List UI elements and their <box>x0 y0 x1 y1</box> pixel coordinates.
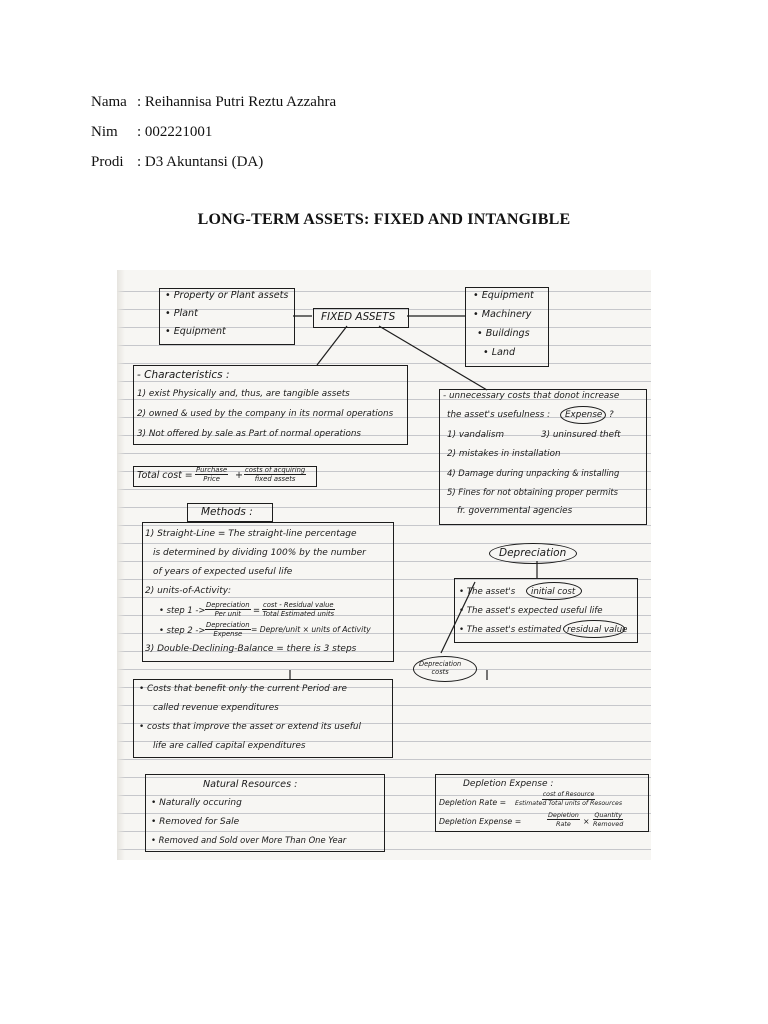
depletion-exp-f2-bottom: Removed <box>593 820 624 828</box>
depreciation-item: • The asset's <box>459 587 516 597</box>
depletion-exp-f2-top: Quantity <box>594 811 622 819</box>
step1-value-fraction <box>262 601 335 618</box>
unnecessary-item: 2) mistakes in installation <box>447 449 561 459</box>
expenditure-line: • costs that improve the asset or extend its useful <box>139 722 361 732</box>
depreciation-item: • The asset's estimated <box>459 625 562 635</box>
expenditure-line: • Costs that benefit only the current Period are <box>139 684 347 694</box>
step2-rest: = Depre/unit × units of Activity <box>251 625 371 634</box>
type-item: • Plant <box>165 308 198 319</box>
step1-equals: = <box>253 605 261 615</box>
depletion-expense-fraction-1 <box>547 811 580 828</box>
natural-item: • Removed and Sold over More Than One Year <box>151 835 347 845</box>
methods-title: Methods : <box>201 506 253 518</box>
price-text: Price <box>203 475 220 483</box>
unnecessary-line: the asset's usefulness : <box>447 410 551 420</box>
natural-resources-title: Natural Resources : <box>203 779 298 790</box>
depreciation-item: • The asset's expected useful life <box>459 606 603 616</box>
depletion-title: Depletion Expense : <box>463 779 554 789</box>
depreciation-costs-top: Depreciation <box>419 660 462 668</box>
unnecessary-item: 1) vandalism <box>447 430 505 440</box>
step1-fraction <box>205 601 251 618</box>
times-sign: × <box>583 817 590 826</box>
depletion-rate-top: cost of Resource <box>542 791 595 798</box>
depreciation-costs-label <box>419 660 461 676</box>
method-line: 1) Straight-Line = The straight-line percentage <box>145 529 357 539</box>
total-cost-fraction <box>195 466 228 483</box>
handwritten-notes-image <box>117 270 651 860</box>
natural-item: • Naturally occuring <box>151 798 242 808</box>
depletion-exp-f1-bottom: Rate <box>556 820 571 828</box>
expenditure-line: called revenue expenditures <box>153 703 279 713</box>
initial-cost-label: initial cost <box>531 587 576 597</box>
prodi-row <box>91 154 263 171</box>
expense-arrow: ? <box>609 410 614 420</box>
nim-label: Nim <box>91 124 118 140</box>
characteristic-item: 1) exist Physically and, thus, are tangible assets <box>137 389 350 399</box>
type-item: • Equipment <box>165 326 226 337</box>
depletion-rate-fraction <box>515 791 622 808</box>
name-label: Nama <box>91 94 127 110</box>
step2-label: • step 2 -> <box>159 625 206 635</box>
depletion-rate-bottom: Estimated Total units of Resources <box>515 800 623 807</box>
method-line: of years of expected useful life <box>153 567 293 577</box>
plus-sign: + <box>235 470 244 481</box>
step2-top: Depreciation <box>206 621 250 629</box>
depletion-expense-label: Depletion Expense = <box>439 817 522 826</box>
type-item: • Machinery <box>473 309 532 320</box>
step2-bottom: Expense <box>213 630 243 638</box>
residual-value-label: residual value <box>567 625 628 635</box>
depletion-exp-f1-top: Depletion <box>548 811 579 819</box>
method-line: 2) units-of-Activity: <box>145 586 232 596</box>
step1-value-bottom: Total Estimated units <box>262 610 335 618</box>
name-value: : Reihannisa Putri Reztu Azzahra <box>137 94 337 110</box>
total-cost-label: Total cost = <box>137 470 193 481</box>
unnecessary-item: 3) uninsured theft <box>541 430 621 440</box>
step1-top: Depreciation <box>206 601 250 609</box>
unnecessary-item: fr. governmental agencies <box>457 506 573 516</box>
name-row <box>91 94 336 111</box>
type-item: • Buildings <box>477 328 530 339</box>
unnecessary-item: 4) Damage during unpacking & installing <box>447 468 620 478</box>
depreciation-costs-bottom: costs <box>431 668 449 676</box>
type-item: • Land <box>483 347 516 358</box>
step2-fraction <box>205 621 251 638</box>
method-line: is determined by dividing 100% by the number <box>153 548 366 558</box>
fixed-assets-label: FIXED ASSETS <box>321 311 396 323</box>
step1-label: • step 1 -> <box>159 605 206 615</box>
characteristics-title: - Characteristics : <box>137 369 230 381</box>
unnecessary-line: - unnecessary costs that donot increase <box>443 391 620 401</box>
depreciation-title: Depreciation <box>499 547 567 559</box>
method-line: 3) Double-Declining-Balance = there is 3 steps <box>145 644 357 654</box>
nim-value: : 002221001 <box>137 124 213 140</box>
characteristic-item: 2) owned & used by the company in its normal operations <box>137 409 394 419</box>
document-title: LONG-TERM ASSETS: FIXED AND INTANGIBLE <box>197 211 571 228</box>
depletion-expense-fraction-2 <box>593 811 623 828</box>
acquiring-costs-fraction <box>244 466 306 483</box>
characteristic-item: 3) Not offered by sale as Part of normal operations <box>137 429 361 439</box>
step1-bottom: Per unit <box>214 610 241 618</box>
expense-label: Expense <box>565 410 603 420</box>
purchase-text: Purchase <box>196 466 228 474</box>
natural-item: • Removed for Sale <box>151 817 240 827</box>
nim-row <box>91 124 212 141</box>
prodi-label: Prodi <box>91 154 124 170</box>
type-item: • Equipment <box>473 290 534 301</box>
prodi-value: : D3 Akuntansi (DA) <box>137 154 264 170</box>
acquiring-text: costs of acquiring <box>245 466 306 474</box>
step1-value-top: cost - Residual value <box>263 601 334 609</box>
type-item: • Property or Plant assets <box>165 290 289 301</box>
fixed-assets-text: fixed assets <box>254 475 296 483</box>
depletion-rate-label: Depletion Rate = <box>439 798 507 807</box>
expenditure-line: life are called capital expenditures <box>153 741 306 751</box>
unnecessary-item: 5) Fines for not obtaining proper permits <box>447 487 619 497</box>
